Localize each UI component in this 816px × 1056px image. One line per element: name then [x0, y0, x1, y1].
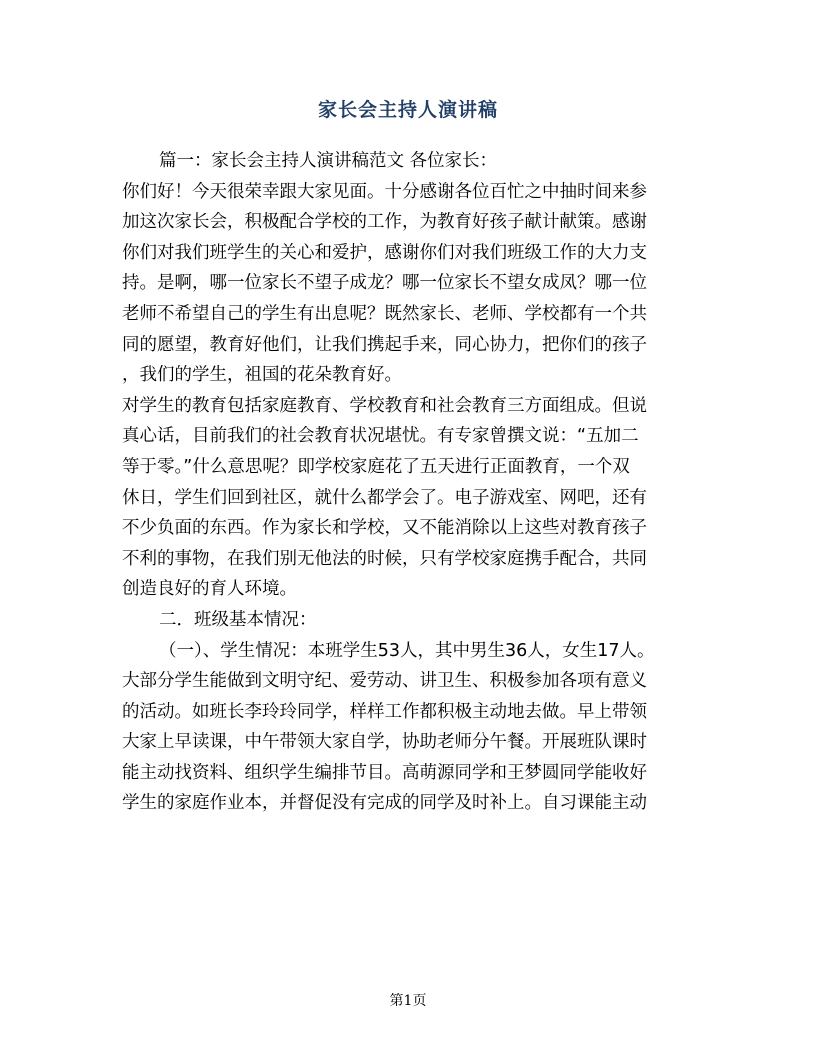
paragraph-line: 创造良好的育人环境。: [122, 579, 297, 600]
paragraph-line: 大部分学生能做到文明守纪、爱劳动、讲卫生、积极参加各项有意义: [122, 671, 647, 692]
paragraph-line: 你们好！今天很荣幸跟大家见面。十分感谢各位百忙之中抽时间来参: [122, 181, 647, 202]
paragraph-line: ，我们的学生，祖国的花朵教育好。: [122, 365, 402, 386]
paragraph-line: 等于零。”什么意思呢？即学校家庭花了五天进行正面教育，一个双: [122, 456, 630, 477]
paragraph-line: 持。是啊，哪一位家长不望子成龙？哪一位家长不望女成凤？哪一位: [122, 273, 647, 294]
paragraph-line: （一）、学生情况：本班学生53人，其中男生36人，女生17人。: [159, 640, 655, 661]
page-number: 第1页: [389, 993, 427, 1009]
paragraph-line: 休日，学生们回到社区，就什么都学会了。电子游戏室、网吧，还有: [122, 487, 647, 508]
paragraph-line: 不少负面的东西。作为家长和学校，又不能消除以上这些对教育孩子: [122, 518, 647, 539]
paragraph-line: 同的愿望，教育好他们，让我们携起手来，同心协力，把你们的孩子: [122, 334, 647, 355]
paragraph-line: 大家上早读课，中午带领大家自学，协助老师分午餐。开展班队课时: [122, 732, 647, 753]
section-heading: 二．班级基本情况：: [159, 609, 317, 630]
paragraph-line: 篇一：家长会主持人演讲稿范文 各位家长：: [159, 151, 498, 171]
paragraph-line: 你们对我们班学生的关心和爱护，感谢你们对我们班级工作的大力支: [122, 242, 647, 263]
document-title: 家长会主持人演讲稿: [317, 99, 498, 121]
paragraph-line: 不利的事物，在我们别无他法的时候，只有学校家庭携手配合，共同: [122, 548, 647, 569]
paragraph-line: 加这次家长会，积极配合学校的工作，为教育好孩子献计献策。感谢: [122, 212, 647, 233]
paragraph-line: 的活动。如班长李玲玲同学，样样工作都积极主动地去做。早上带领: [122, 701, 647, 722]
document-body: [122, 146, 696, 819]
paragraph-line: 真心话，目前我们的社会教育状况堪忧。有专家曾撰文说：“五加二: [122, 426, 639, 447]
paragraph-line: 能主动找资料、组织学生编排节目。高萌源同学和王梦圆同学能收好: [122, 762, 647, 783]
paragraph-line: 对学生的教育包括家庭教育、学校教育和社会教育三方面组成。但说: [122, 395, 647, 416]
paragraph-line: 老师不希望自己的学生有出息呢？既然家长、老师、学校都有一个共: [122, 303, 647, 324]
paragraph-line: 学生的家庭作业本，并督促没有完成的同学及时补上。自习课能主动: [122, 793, 647, 814]
